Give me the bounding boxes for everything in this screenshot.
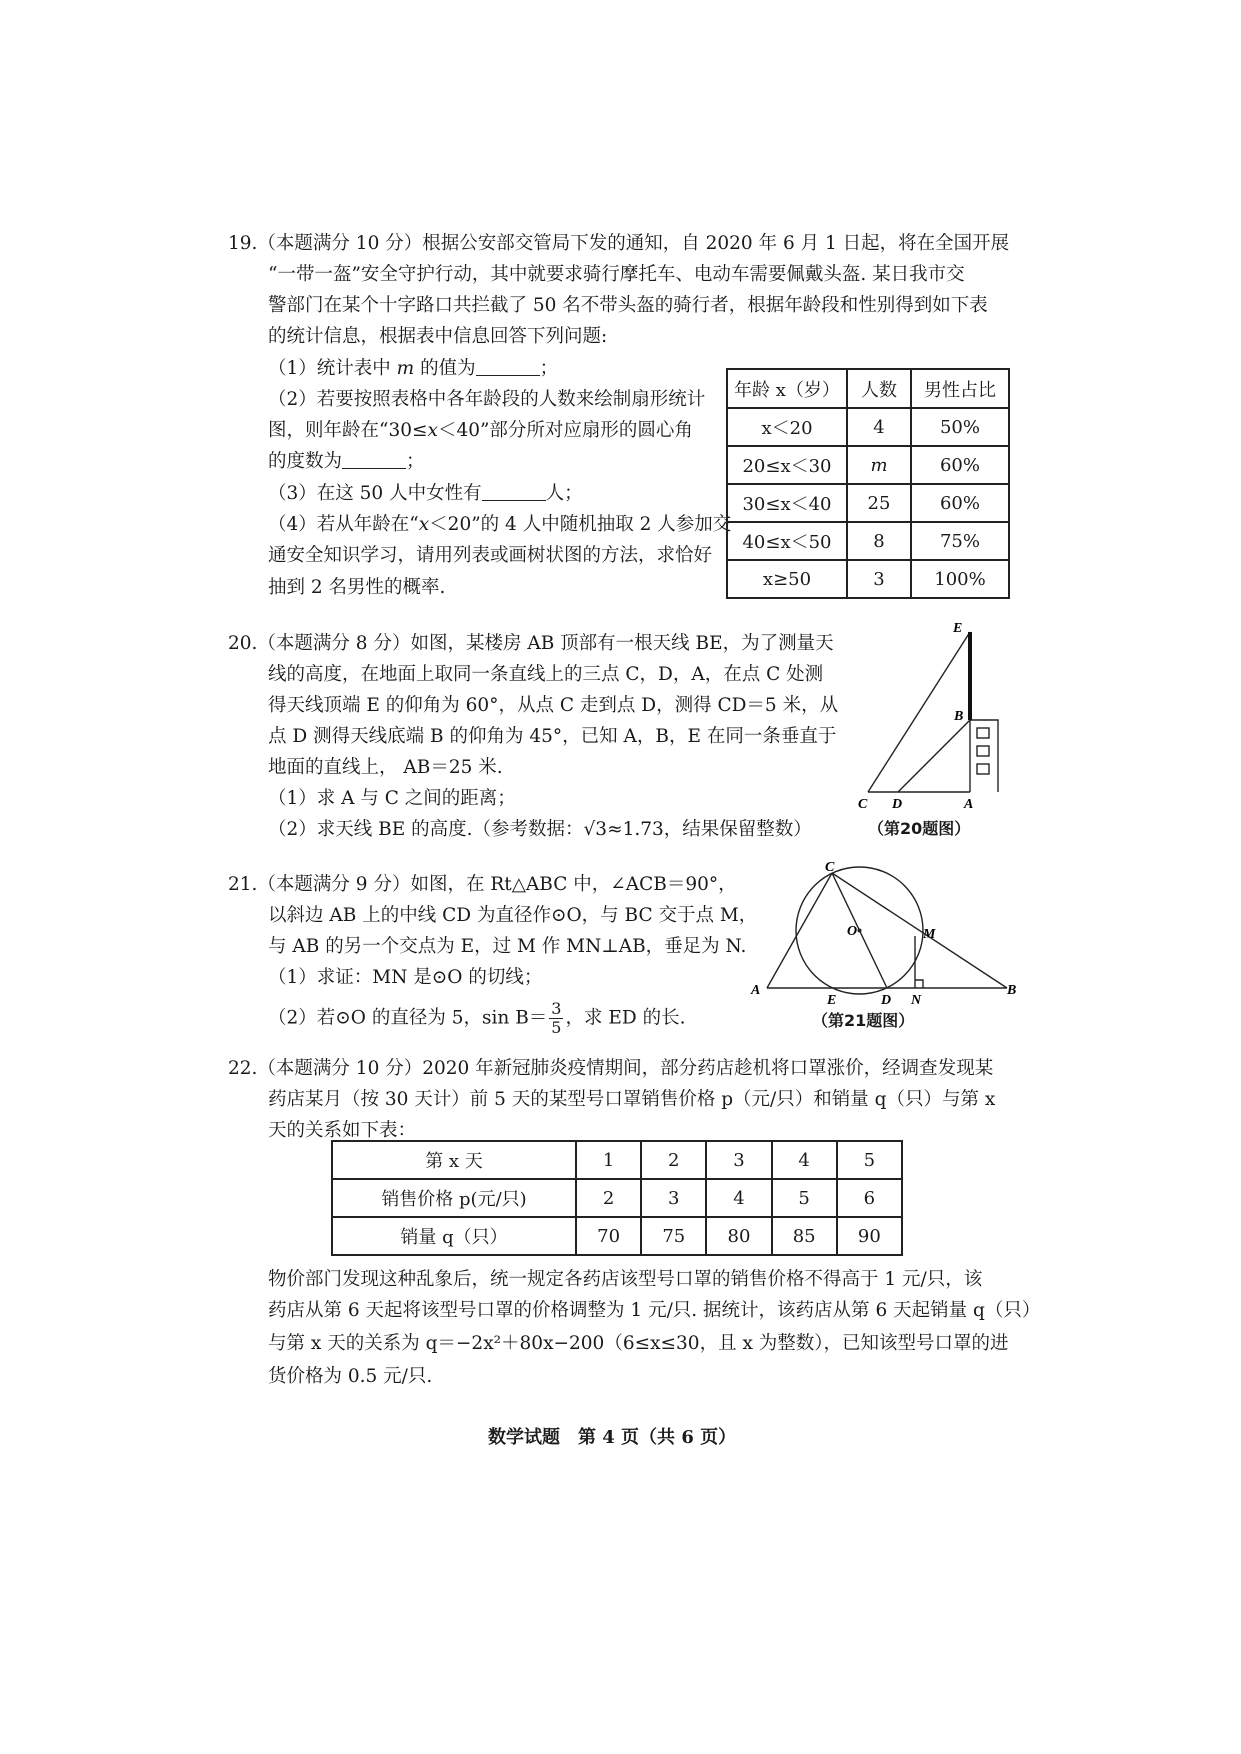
answer-blank-angle <box>342 450 406 469</box>
q22-line-1: 22.（本题满分 10 分）2020 年新冠肺炎疫情期间，部分药店趁机将口罩涨价，经调查发现某 <box>228 1058 994 1079</box>
q22-after-line-3: 与第 x 天的关系为 q＝−2x²＋80x−200（6≤x≤30，且 x 为整数），已知该型号口罩的进 <box>268 1333 1009 1354</box>
q22-line-3: 天的关系如下表： <box>268 1120 417 1141</box>
table-row <box>332 1141 902 1179</box>
q19-part-2-text-c: 的度数为 <box>268 451 343 472</box>
table-cell: 25 <box>847 484 911 522</box>
table-row <box>727 484 1009 522</box>
q21-figure-caption: （第21题图） <box>812 1011 915 1030</box>
q19-part-3 <box>268 482 583 506</box>
side-ac <box>767 873 832 988</box>
label-d: D <box>881 993 892 1008</box>
label-c: C <box>825 860 835 875</box>
fraction-denominator: 5 <box>551 1018 562 1037</box>
table-cell: 75% <box>911 522 1009 560</box>
table-cell: 3 <box>847 560 911 598</box>
table-cell: 30≤x＜40 <box>727 484 847 522</box>
q20-line-2: 线的高度，在地面上取同一条直线上的三点 C，D，A，在点 C 处测 <box>268 664 824 685</box>
window-2 <box>977 746 989 756</box>
label-b: B <box>1007 983 1017 998</box>
q19-part-1-end: ； <box>539 358 559 379</box>
q19-line-2: “一带一盔”安全守护行动，其中就要求骑行摩托车、电动车需要佩戴头盔. 某日我市交 <box>268 264 965 285</box>
table-cell: 80 <box>706 1217 771 1255</box>
label-e: E <box>953 621 963 636</box>
q19-part-4-line-3: 抽到 2 名男性的概率. <box>268 577 446 598</box>
q19-part-2-end: ； <box>406 451 425 472</box>
q21-line-3: 与 AB 的另一个交点为 E，过 M 作 MN⊥AB，垂足为 N. <box>268 936 747 957</box>
q21-line-5 <box>268 1000 685 1037</box>
fraction-numerator: 3 <box>551 999 562 1018</box>
q20-line-4: 点 D 测得天线底端 B 的仰角为 45°，已知 A，B，E 在同一条垂直于 <box>268 726 837 747</box>
answer-blank-female <box>482 482 546 501</box>
table-cell: 1 <box>576 1141 641 1179</box>
q19-part-4-line-1 <box>268 513 731 537</box>
table-cell: 4 <box>706 1179 771 1217</box>
q19-part-4-line-2: 通安全知识学习，请用列表或画树状图的方法，求恰好 <box>268 545 713 566</box>
fraction-3-5 <box>549 1000 563 1037</box>
q21-figure <box>745 858 1020 1008</box>
q19-part-2-text-b: ＜40”部分所对应扇形的圆心角 <box>437 420 693 441</box>
q19-part-2-line-2 <box>268 419 693 443</box>
table-cell: 销售价格 p(元/只) <box>332 1179 576 1217</box>
table-row <box>727 408 1009 446</box>
label-a: A <box>751 983 761 998</box>
table-row <box>727 446 1009 484</box>
q21-line-4: （1）求证：MN 是⊙O 的切线； <box>268 967 543 988</box>
label-b: B <box>954 709 964 724</box>
table-cell: 5 <box>772 1179 837 1217</box>
table-cell: 2 <box>576 1179 641 1217</box>
q19-part-2-line-1: （2）若要按照表格中各年龄段的人数来绘制扇形统计 <box>268 389 706 410</box>
table-cell: 60% <box>911 446 1009 484</box>
q21-part-2-end: ，求 ED 的长. <box>565 1007 686 1029</box>
window-3 <box>977 764 989 774</box>
table-cell: 3 <box>706 1141 771 1179</box>
table-cell: 70 <box>576 1217 641 1255</box>
table-cell: 5 <box>837 1141 902 1179</box>
table-row <box>332 1179 902 1217</box>
q19-part-2-var: x <box>427 420 438 441</box>
q20-line-6: （1）求 A 与 C 之间的距离； <box>268 788 516 809</box>
table-header: 男性占比 <box>911 369 1009 408</box>
table-cell: 60% <box>911 484 1009 522</box>
table-cell: 40≤x＜50 <box>727 522 847 560</box>
q21-sin-b: sin B＝ <box>481 1007 548 1029</box>
table-cell: 100% <box>911 560 1009 598</box>
table-cell: 20≤x＜30 <box>727 446 847 484</box>
q20-line-3: 得天线顶端 E 的仰角为 60°，从点 C 走到点 D，测得 CD＝5 米，从 <box>268 695 839 716</box>
q22-line-2: 药店某月（按 30 天计）前 5 天的某型号口罩销售价格 p（元/只）和销量 q（只）与第 x <box>268 1089 996 1110</box>
table-row <box>727 369 1009 408</box>
right-angle-mark <box>915 980 923 988</box>
table-cell: 8 <box>847 522 911 560</box>
q19-part-3-text: （3）在这 50 人中女性有 <box>268 483 482 504</box>
page-footer: 数学试题 第 4 页（共 6 页） <box>488 1427 737 1448</box>
q19-part-1-text: （1）统计表中 <box>268 358 397 379</box>
table-cell: 6 <box>837 1179 902 1217</box>
table-cell: x≥50 <box>727 560 847 598</box>
q21-line-1: 21.（本题满分 9 分）如图，在 Rt△ABC 中，∠ACB＝90°， <box>228 874 737 895</box>
q19-stats-table <box>726 368 1010 599</box>
q20-line-7: （2）求天线 BE 的高度.（参考数据：√3≈1.73，结果保留整数） <box>268 819 812 840</box>
table-cell: 销量 q（只） <box>332 1217 576 1255</box>
table-cell: 4 <box>847 408 911 446</box>
q19-part-4-text: （4）若从年龄在“ <box>268 514 419 535</box>
table-cell: 第 x 天 <box>332 1141 576 1179</box>
label-e: E <box>827 993 837 1008</box>
table-header: 人数 <box>847 369 911 408</box>
table-cell: 75 <box>641 1217 706 1255</box>
q19-line-4: 的统计信息，根据表中信息回答下列问题: <box>268 326 608 347</box>
q19-part-3-end: 人； <box>545 483 583 504</box>
table-row <box>727 522 1009 560</box>
label-c: C <box>858 797 868 810</box>
table-cell: 90 <box>837 1217 902 1255</box>
table-cell: 85 <box>772 1217 837 1255</box>
q19-line-3: 警部门在某个十字路口共拦截了 50 名不带头盔的骑行者，根据年龄段和性别得到如下表 <box>268 295 988 316</box>
q19-part-1 <box>268 357 558 381</box>
sight-line-db <box>898 720 970 792</box>
q19-part-4-text-b: ＜20”的 4 人中随机抽取 2 人参加交 <box>429 514 732 535</box>
q19-part-1-var: m <box>396 358 415 379</box>
q20-figure <box>850 620 1010 810</box>
q22-after-line-4: 货价格为 0.5 元/只. <box>268 1366 433 1387</box>
label-o: O <box>847 924 858 939</box>
table-cell: x＜20 <box>727 408 847 446</box>
q19-part-4-var: x <box>418 514 430 535</box>
center-dot <box>858 929 862 933</box>
label-d: D <box>892 797 903 810</box>
q20-line-5: 地面的直线上， AB＝25 米. <box>268 757 503 778</box>
q19-part-2-text: 图，则年龄在“30≤ <box>268 420 428 441</box>
answer-blank-m <box>476 357 540 376</box>
q20-line-1: 20.（本题满分 8 分）如图，某楼房 AB 顶部有一根天线 BE，为了测量天 <box>228 633 834 654</box>
label-n: N <box>911 993 922 1008</box>
table-cell: 50% <box>911 408 1009 446</box>
q19-line-1: 19.（本题满分 10 分）根据公安部交管局下发的通知，自 2020 年 6 月 1 日起，将在全国开展 <box>228 233 1010 254</box>
q19-part-1-text-b: 的值为 <box>414 358 476 379</box>
table-row <box>727 560 1009 598</box>
table-header: 年龄 x（岁） <box>727 369 847 408</box>
window-1 <box>977 728 989 738</box>
label-a: A <box>964 797 974 810</box>
table-cell: 2 <box>641 1141 706 1179</box>
q20-figure-caption: （第20题图） <box>868 819 971 838</box>
q21-part-2-text: （2）若⊙O 的直径为 5， <box>268 1007 482 1029</box>
q19-part-2-line-3 <box>268 450 425 474</box>
table-cell: 3 <box>641 1179 706 1217</box>
q22-after-line-1: 物价部门发现这种乱象后，统一规定各药店该型号口罩的销售价格不得高于 1 元/只，该 <box>268 1269 983 1290</box>
label-m: M <box>923 927 936 942</box>
table-cell: 4 <box>772 1141 837 1179</box>
q22-after-line-2: 药店从第 6 天起将该型号口罩的价格调整为 1 元/只. 据统计，该药店从第 6 天起销量 q（只） <box>268 1300 1041 1321</box>
table-row <box>332 1217 902 1255</box>
q21-line-2: 以斜边 AB 上的中线 CD 为直径作⊙O，与 BC 交于点 M， <box>268 905 758 926</box>
q22-sales-table <box>331 1140 903 1256</box>
table-cell: m <box>847 446 911 484</box>
